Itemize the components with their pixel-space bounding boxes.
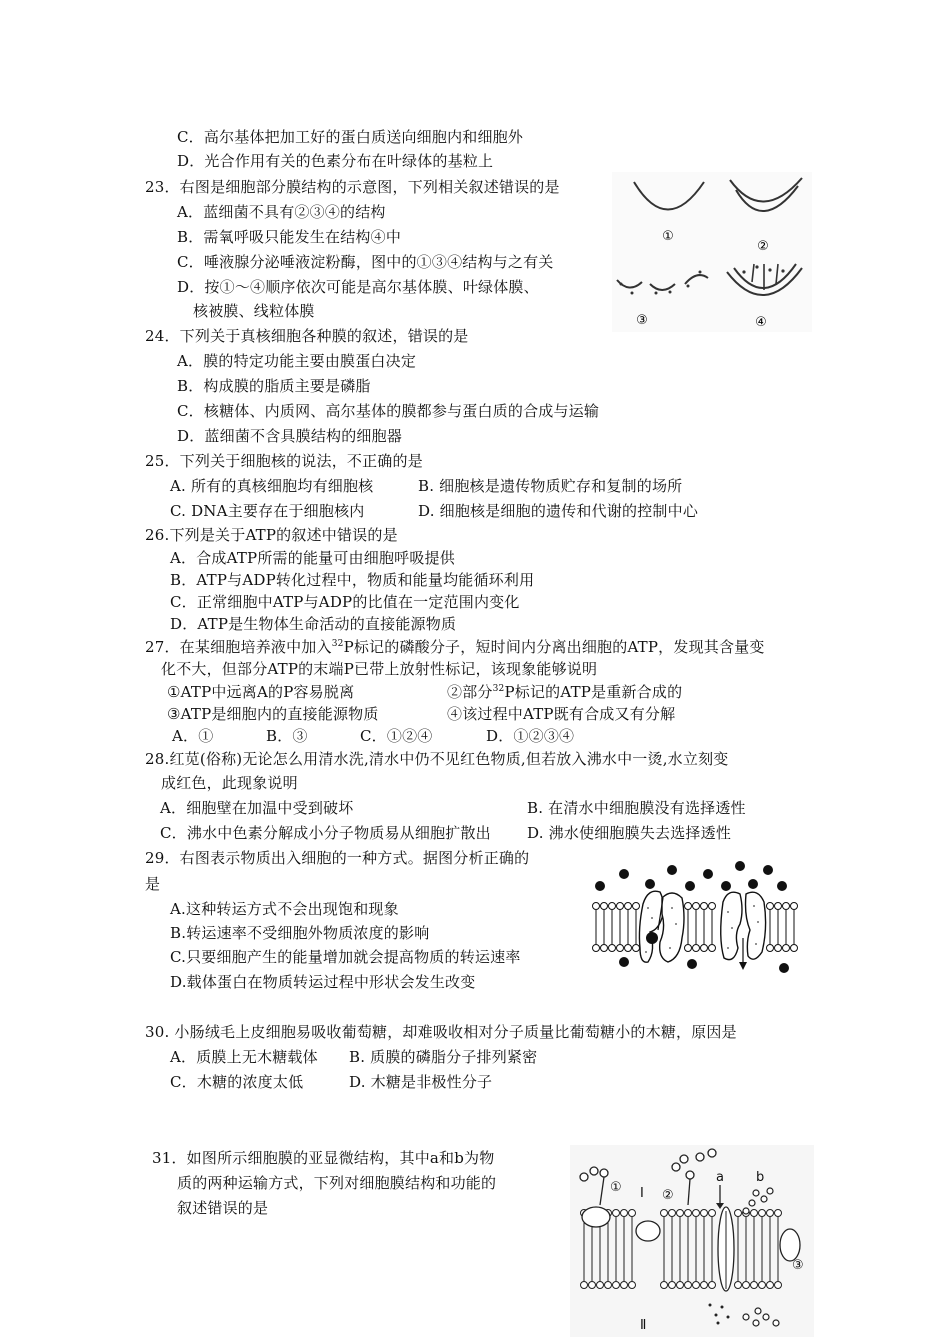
fig31-label-2: ② <box>662 1188 674 1203</box>
q22-option-d: D．光合作用有关的色素分布在叶绿体的基粒上 <box>177 152 494 170</box>
q30-option-a: A．质膜上无木糖载体 <box>170 1048 318 1066</box>
q25-option-a: A. 所有的真核细胞均有细胞核 <box>170 477 374 495</box>
q24-option-a: A．膜的特定功能主要由膜蛋白决定 <box>177 352 417 370</box>
q29-option-a: A.这种转运方式不会出现饱和现象 <box>170 900 399 918</box>
q23-option-c: C．唾液腺分泌唾液淀粉酶，图中的①③④结构与之有关 <box>177 253 554 271</box>
q25-option-d: D. 细胞核是细胞的遗传和代谢的控制中心 <box>418 502 699 520</box>
q27-statement-3: ③ATP是细胞内的直接能源物质 <box>167 705 379 723</box>
q31-stem-line3: 叙述错误的是 <box>177 1199 269 1217</box>
q28-option-c: C．沸水中色素分解成小分子物质易从细胞扩散出 <box>160 824 491 842</box>
q27-statement-1: ①ATP中远离A的P容易脱离 <box>167 683 355 701</box>
q29-stem-line2: 是 <box>145 875 161 893</box>
q23-option-d-cont: 核被膜、线粒体膜 <box>193 302 315 320</box>
q23-stem: 23．右图是细胞部分膜结构的示意图，下列相关叙述错误的是 <box>145 178 560 196</box>
q27-option-b: B．③ <box>266 727 308 745</box>
fig31-label-1: ① <box>610 1180 622 1195</box>
fig31-label-a: a <box>716 1170 724 1185</box>
q24-option-b: B．构成膜的脂质主要是磷脂 <box>177 377 371 395</box>
fig23-label-3: ③ <box>636 313 648 328</box>
q28-stem-line1: 28.红苋(俗称)无论怎么用清水洗,清水中仍不见红色物质,但若放入沸水中一烫,水立刻变 <box>145 750 729 768</box>
q30-option-b: B. 质膜的磷脂分子排列紧密 <box>349 1048 538 1066</box>
q31-stem-line1: 31．如图所示细胞膜的亚显微结构，其中a和b为物 <box>152 1149 495 1167</box>
q26-option-b: B．ATP与ADP转化过程中，物质和能量均能循环利用 <box>170 571 535 589</box>
q24-option-d: D．蓝细菌不含具膜结构的细胞器 <box>177 427 403 445</box>
q24-stem: 24．下列关于真核细胞各种膜的叙述，错误的是 <box>145 327 469 345</box>
q23-membrane-figure <box>612 172 812 332</box>
q27-stem-line2: 化不大，但部分ATP的末端P已带上放射性标记，该现象能够说明 <box>161 660 598 678</box>
q27-statement-2: ②部分$^{32}$P标记的ATP是重新合成的 <box>447 683 683 701</box>
fig23-label-2: ② <box>757 239 769 254</box>
q26-option-d: D．ATP是生物体生命活动的直接能源物质 <box>170 615 457 633</box>
q25-option-b: B. 细胞核是遗传物质贮存和复制的场所 <box>418 477 683 495</box>
q29-carrier-transport-figure <box>588 858 802 986</box>
q26-stem: 26.下列是关于ATP的叙述中错误的是 <box>145 526 398 544</box>
fig23-label-4: ④ <box>755 315 767 330</box>
q28-stem-line2: 成红色，此现象说明 <box>161 774 298 792</box>
q24-option-c: C．核糖体、内质网、高尔基体的膜都参与蛋白质的合成与运输 <box>177 402 600 420</box>
q27-stem-line1: 27．在某细胞培养液中加入$^{32}$P标记的磷酸分子，短时间内分离出细胞的ATP，发现其含量变 <box>145 638 765 656</box>
q29-option-b: B.转运速率不受细胞外物质浓度的影响 <box>170 924 430 942</box>
q23-option-b: B．需氧呼吸只能发生在结构④中 <box>177 228 402 246</box>
q29-option-c: C.只要细胞产生的能量增加就会提高物质的转运速率 <box>170 948 521 966</box>
q27-option-c: C．①②④ <box>360 727 433 745</box>
q23-option-d: D．按①～④顺序依次可能是高尔基体膜、叶绿体膜、 <box>177 278 539 296</box>
fig31-label-3: ③ <box>792 1258 804 1273</box>
q29-stem-line1: 29．右图表示物质出入细胞的一种方式。据图分析正确的 <box>145 849 530 867</box>
q30-option-d: D. 木糖是非极性分子 <box>349 1073 493 1091</box>
q30-stem: 30. 小肠绒毛上皮细胞易吸收葡萄糖，却难吸收相对分子质量比葡萄糖小的木糖，原因是 <box>145 1023 737 1041</box>
q25-stem: 25．下列关于细胞核的说法，不正确的是 <box>145 452 423 470</box>
q28-option-d: D. 沸水使细胞膜失去选择透性 <box>527 824 732 842</box>
q31-stem-line2: 质的两种运输方式，下列对细胞膜结构和功能的 <box>177 1174 497 1192</box>
q27-option-d: D．①②③④ <box>486 727 575 745</box>
q27-superscript-32: 32 <box>331 639 344 649</box>
q26-option-c: C．正常细胞中ATP与ADP的比值在一定范围内变化 <box>170 593 520 611</box>
q23-option-a: A．蓝细菌不具有②③④的结构 <box>177 203 386 221</box>
fig31-label-I: Ⅰ <box>640 1186 644 1201</box>
q27-option-a: A．① <box>172 727 214 745</box>
q30-option-c: C．木糖的浓度太低 <box>170 1073 304 1091</box>
q27-statement-4: ④该过程中ATP既有合成又有分解 <box>447 705 676 723</box>
q28-option-b: B. 在清水中细胞膜没有选择透性 <box>527 799 746 817</box>
fig31-label-II: Ⅱ <box>640 1318 647 1333</box>
fig31-label-b: b <box>756 1170 765 1185</box>
q22-option-c: C．高尔基体把加工好的蛋白质送向细胞内和细胞外 <box>177 128 524 146</box>
q26-option-a: A．合成ATP所需的能量可由细胞呼吸提供 <box>170 549 455 567</box>
q28-option-a: A．细胞壁在加温中受到破坏 <box>160 799 354 817</box>
q25-option-c: C. DNA主要存在于细胞核内 <box>170 502 365 520</box>
q29-option-d: D.载体蛋白在物质转运过程中形状会发生改变 <box>170 973 476 991</box>
fig23-label-1: ① <box>662 229 674 244</box>
q31-membrane-structure-figure <box>570 1145 814 1337</box>
